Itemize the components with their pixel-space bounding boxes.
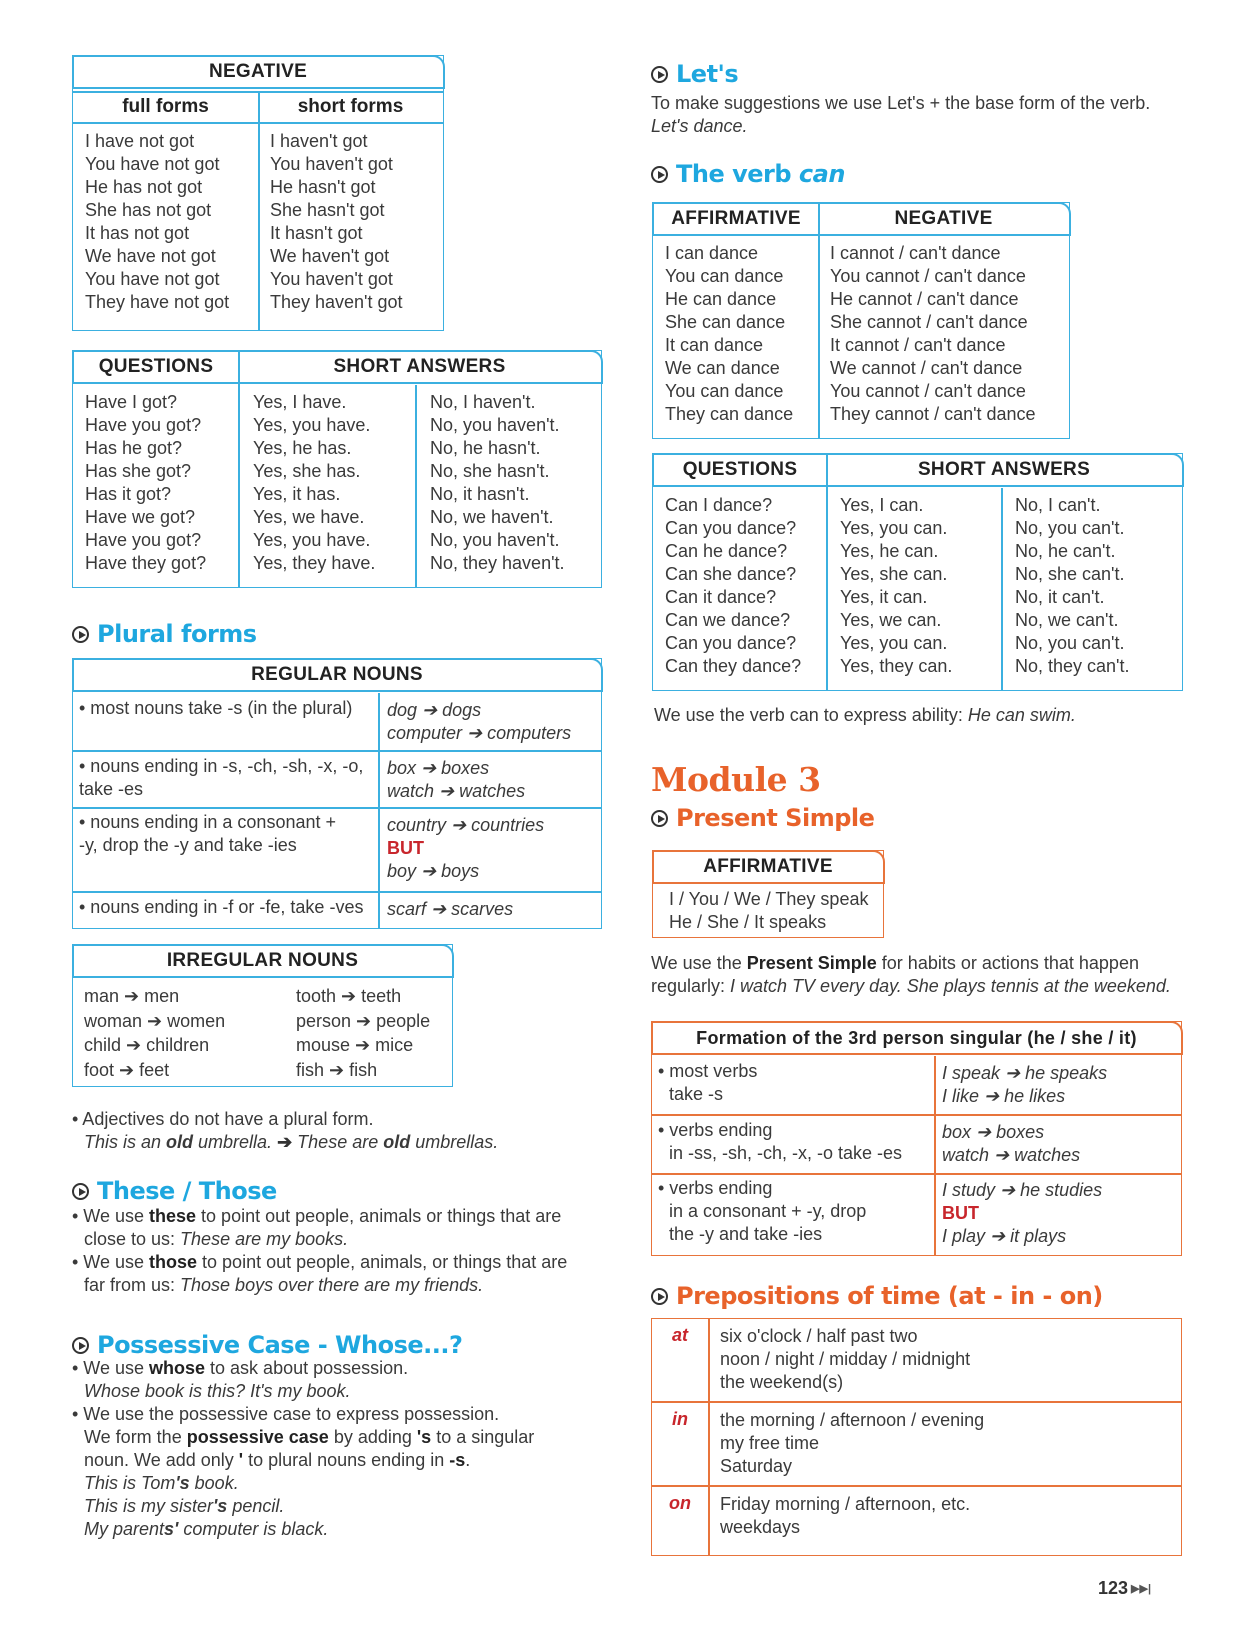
prep-on-lines: Friday morning / afternoon, etc. weekdays (720, 1494, 971, 1537)
regular-nouns-title: REGULAR NOUNS (251, 663, 423, 685)
prep-in-lines: the morning / afternoon / evening my free time Saturday (720, 1410, 985, 1476)
can-note: We use the verb can to express ability: He can swim. (654, 705, 1076, 725)
irregular-nouns-table (72, 944, 453, 1087)
can-yes-list: Yes, I can. Yes, you can. Yes, he can. Yes, she can. Yes, it can. Yes, we can. Yes, you can. Yes, they can. (840, 495, 953, 676)
present-affirmative-list: I / You / We / They speak He / She / It speaks (669, 889, 869, 932)
regular-rule-2: • nouns ending in -s, -ch, -sh, -x, -o, take -es (79, 756, 364, 799)
present-simple-heading: Present Simple (651, 804, 874, 832)
possessive-text: • We use whose to ask about possession. Whose book is this? It's my book. • We use the possessive case to express possession. We form the possessive case by adding 's to a singular noun. We add only ' to plural nouns ending in -s. This is Tom's book. This is my sister's pencil. My parents' computer is black. (72, 1358, 535, 1539)
negative-header (72, 55, 445, 89)
formation-header (651, 1021, 1183, 1055)
can-negative-list: I cannot / can't dance You cannot / can't dance He cannot / can't dance She cannot / can't dance It cannot / can't dance We cannot / can't dance You cannot / can't dance They cannot / can't dance (830, 243, 1036, 424)
next-page-icon: ▶▶| (1131, 1583, 1152, 1595)
regular-ex-2: box ➔ boxes watch ➔ watches (387, 758, 526, 801)
prep-at: at (671, 1325, 688, 1345)
can-no-list: No, I can't. No, you can't. No, he can't. No, she can't. No, it can't. No, we can't. No, you can't. No, they can't. (1015, 495, 1130, 676)
plural-forms-heading: Plural forms (72, 620, 257, 648)
play-icon (651, 810, 668, 827)
can-short-answers-title: SHORT ANSWERS (917, 458, 1091, 480)
prep-at-lines: six o'clock / half past two noon / night / midday / midnight the weekend(s) (720, 1326, 971, 1392)
lets-heading: Let's (651, 60, 738, 88)
regular-ex-1: dog ➔ dogs computer ➔ computers (387, 700, 572, 743)
irregular-right-list: tooth ➔ teeth person ➔ people mouse ➔ mice fish ➔ fish (296, 986, 431, 1080)
regular-nouns-table (72, 658, 602, 929)
can-questions-table (652, 453, 1183, 691)
play-icon (651, 66, 668, 83)
present-affirmative-header (652, 850, 885, 884)
lets-text: To make suggestions we use Let's + the base form of the verb. Let's dance. (651, 93, 1151, 136)
formation-rule-3: • verbs ending in a consonant + -y, drop the -y and take -ies (658, 1178, 867, 1244)
got-no-list: No, I haven't. No, you haven't. No, he hasn't. No, she hasn't. No, it hasn't. No, we haven't. No, you haven't. No, they haven't. (430, 392, 565, 573)
can-affirmative-header: AFFIRMATIVE (671, 207, 801, 229)
regular-nouns-header (72, 658, 603, 692)
irregular-left-list: man ➔ men woman ➔ women child ➔ children foot ➔ feet (84, 986, 226, 1080)
formation-table (651, 1021, 1182, 1256)
play-icon (651, 166, 668, 183)
short-forms-header: short forms (297, 96, 404, 117)
got-yes-list: Yes, I have. Yes, you have. Yes, he has. Yes, she has. Yes, it has. Yes, we have. Yes, you have. Yes, they have. (253, 392, 376, 573)
prepositions-table (651, 1318, 1182, 1556)
play-icon (72, 626, 89, 643)
got-questions-table (72, 350, 602, 588)
but-label: BUT (387, 838, 424, 858)
adjectives-note: • Adjectives do not have a plural form. This is an old umbrella. ➔ These are old umbrellas. (72, 1109, 499, 1152)
got-questions-list: Have I got? Have you got? Has he got? Has she got? Has it got? Have we got? Have you got? Have they got? (85, 392, 207, 573)
regular-ex-3: country ➔ countries BUT boy ➔ boys (387, 815, 545, 881)
present-affirmative-title: AFFIRMATIVE (703, 855, 833, 877)
verb-can-heading: The verb can (651, 160, 845, 188)
can-questions-list: Can I dance? Can you dance? Can he dance? Can she dance? Can it dance? Can we dance? Can you dance? Can they dance? (665, 495, 802, 676)
regular-ex-4: scarf ➔ scarves (387, 899, 514, 919)
irregular-nouns-header (72, 944, 454, 978)
negative-short-list: I haven't got You haven't got He hasn't got She hasn't got It hasn't got We haven't got You haven't got They haven't got (270, 131, 403, 312)
short-answers-header: SHORT ANSWERS (333, 355, 506, 377)
but-label: BUT (942, 1203, 979, 1223)
play-icon (651, 1288, 668, 1305)
can-header (652, 202, 1071, 236)
regular-rule-1: • most nouns take -s (in the plural) (79, 698, 353, 718)
formation-title: Formation of the 3rd person singular (he / she / it) (696, 1027, 1137, 1048)
questions-header: QUESTIONS (98, 355, 214, 377)
possessive-heading: Possessive Case - Whose...? (72, 1331, 462, 1359)
prep-in: in (672, 1409, 688, 1429)
play-icon (72, 1183, 89, 1200)
present-simple-use: We use the Present Simple for habits or actions that happen regularly: I watch TV every day. She plays tennis at the weekend. (651, 953, 1171, 996)
formation-rule-1: • most verbs take -s (658, 1061, 758, 1104)
negative-full-list: I have not got You have not got He has not got She has not got It has not got We have not got You have not got They have not got (85, 131, 230, 312)
irregular-nouns-title: IRREGULAR NOUNS (166, 949, 359, 971)
negative-table (72, 55, 444, 331)
can-negative-header: NEGATIVE (894, 207, 993, 229)
these-those-text: • We use these to point out people, animals or things that are close to us: These are my books. • We use those to point out people, animals, or things that are far from us: Those boys over there are my friends. (72, 1206, 568, 1295)
page-number: 123 ▶▶| (1098, 1578, 1152, 1598)
formation-rule-2: • verbs ending in -ss, -sh, -ch, -x, -o take -es (658, 1120, 903, 1163)
play-icon (72, 1337, 89, 1354)
can-questions-header (652, 453, 1184, 487)
regular-rule-4: • nouns ending in -f or -fe, take -ves (79, 897, 364, 917)
can-questions-title: QUESTIONS (682, 458, 798, 480)
formation-ex-1: I speak ➔ he speaks I like ➔ he likes (942, 1063, 1108, 1106)
negative-title: NEGATIVE (208, 60, 308, 82)
present-affirmative-table (652, 850, 884, 938)
module-title: Module 3 (651, 760, 821, 799)
can-affirmative-list: I can dance You can dance He can dance She can dance It can dance We can dance You can dance They can dance (665, 243, 794, 424)
got-questions-header (72, 350, 603, 384)
can-table (652, 202, 1070, 439)
full-forms-header: full forms (122, 96, 209, 117)
formation-ex-2: box ➔ boxes watch ➔ watches (942, 1122, 1081, 1165)
these-those-heading: These / Those (72, 1177, 277, 1205)
prepositions-heading: Prepositions of time (at - in - on) (651, 1282, 1103, 1310)
prep-on: on (669, 1493, 691, 1513)
formation-ex-3: I study ➔ he studies BUT I play ➔ it plays (942, 1180, 1103, 1246)
regular-rule-3: • nouns ending in a consonant + -y, drop the -y and take -ies (79, 812, 337, 855)
